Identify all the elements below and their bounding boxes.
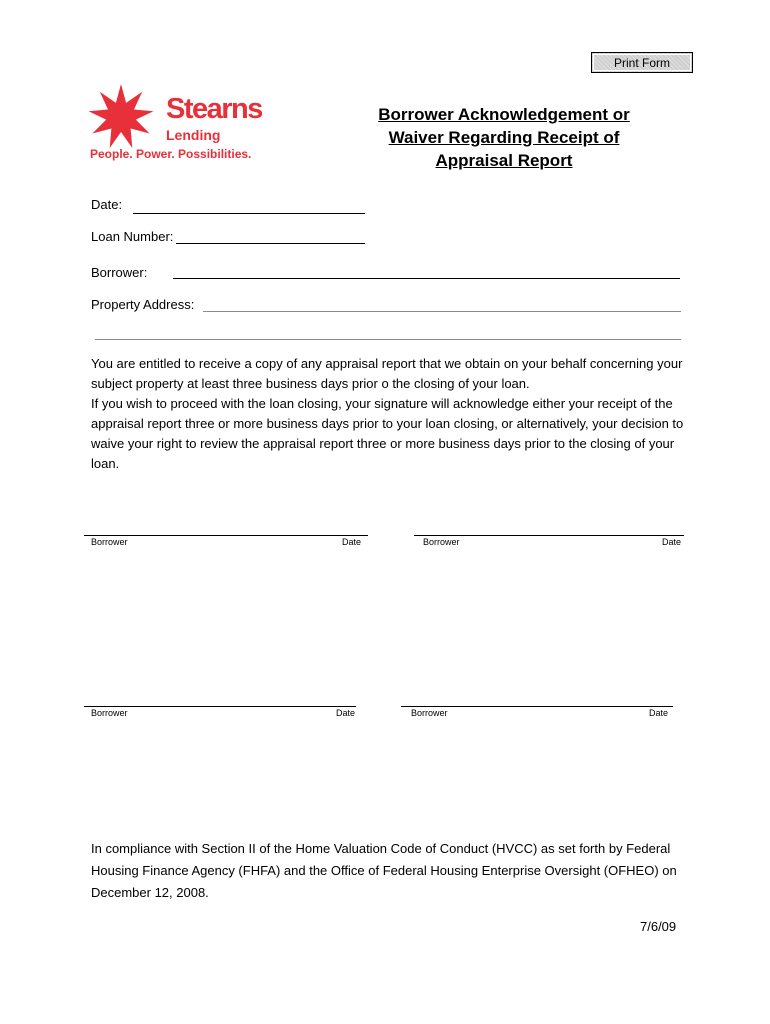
body-text — [91, 354, 691, 474]
date-signature-label-3: Date — [336, 708, 356, 718]
property-address-label: Property Address: — [91, 297, 195, 312]
starburst-logo-icon — [88, 84, 158, 154]
form-revision-date: 7/6/09 — [640, 919, 677, 934]
borrower-signature-line-1[interactable] — [84, 535, 368, 536]
property-address-line-2[interactable] — [95, 339, 681, 340]
page-title — [330, 103, 678, 172]
loan-number-label: Loan Number: — [91, 229, 174, 244]
stearns-lending-logo — [88, 84, 288, 164]
borrower-signature-label-2: Borrower — [423, 537, 460, 547]
borrower-label: Borrower: — [91, 265, 148, 280]
brand-tagline: People. Power. Possibilities. — [90, 147, 252, 161]
brand-name: Stearns — [166, 93, 262, 125]
borrower-signature-label-1: Borrower — [91, 537, 128, 547]
title-line-3: Appraisal Report — [435, 151, 573, 170]
date-underline — [133, 213, 365, 214]
date-input[interactable] — [133, 196, 365, 214]
title-line-1: Borrower Acknowledgement or — [378, 105, 630, 124]
body-paragraph-2: If you wish to proceed with the loan closing, your signature will acknowledge either your receipt of the appraisal report three or more business days prior to your loan closing, or alternatively, your decision to waive your right to review the appraisal report three or more business days prior to the closing of your loan. — [91, 396, 684, 471]
borrower-signature-line-2[interactable] — [414, 535, 684, 536]
compliance-note: In compliance with Section II of the Home Valuation Code of Conduct (HVCC) as set forth by Federal Housing Finance Agency (FHFA) and the Office of Federal Housing Enterprise Oversight (OFHEO) on December 12, 2008. — [91, 841, 677, 900]
borrower-underline — [173, 278, 680, 279]
borrower-signature-label-4: Borrower — [411, 708, 448, 718]
borrower-signature-line-3[interactable] — [84, 706, 356, 707]
loan-number-underline — [176, 243, 365, 244]
date-signature-label-4: Date — [649, 708, 669, 718]
borrower-signature-line-4[interactable] — [401, 706, 673, 707]
date-signature-label-1: Date — [342, 537, 362, 547]
borrower-signature-label-3: Borrower — [91, 708, 128, 718]
body-paragraph-1: You are entitled to receive a copy of any appraisal report that we obtain on your behalf concerning your subject property at least three business days prior o the closing of your loan. — [91, 356, 683, 391]
date-signature-label-2: Date — [662, 537, 682, 547]
brand-subtitle: Lending — [166, 127, 221, 143]
title-line-2: Waiver Regarding Receipt of — [388, 128, 620, 147]
date-label: Date: — [91, 197, 123, 212]
print-form-button[interactable]: Print Form — [591, 52, 693, 73]
property-address-underline — [203, 311, 681, 312]
